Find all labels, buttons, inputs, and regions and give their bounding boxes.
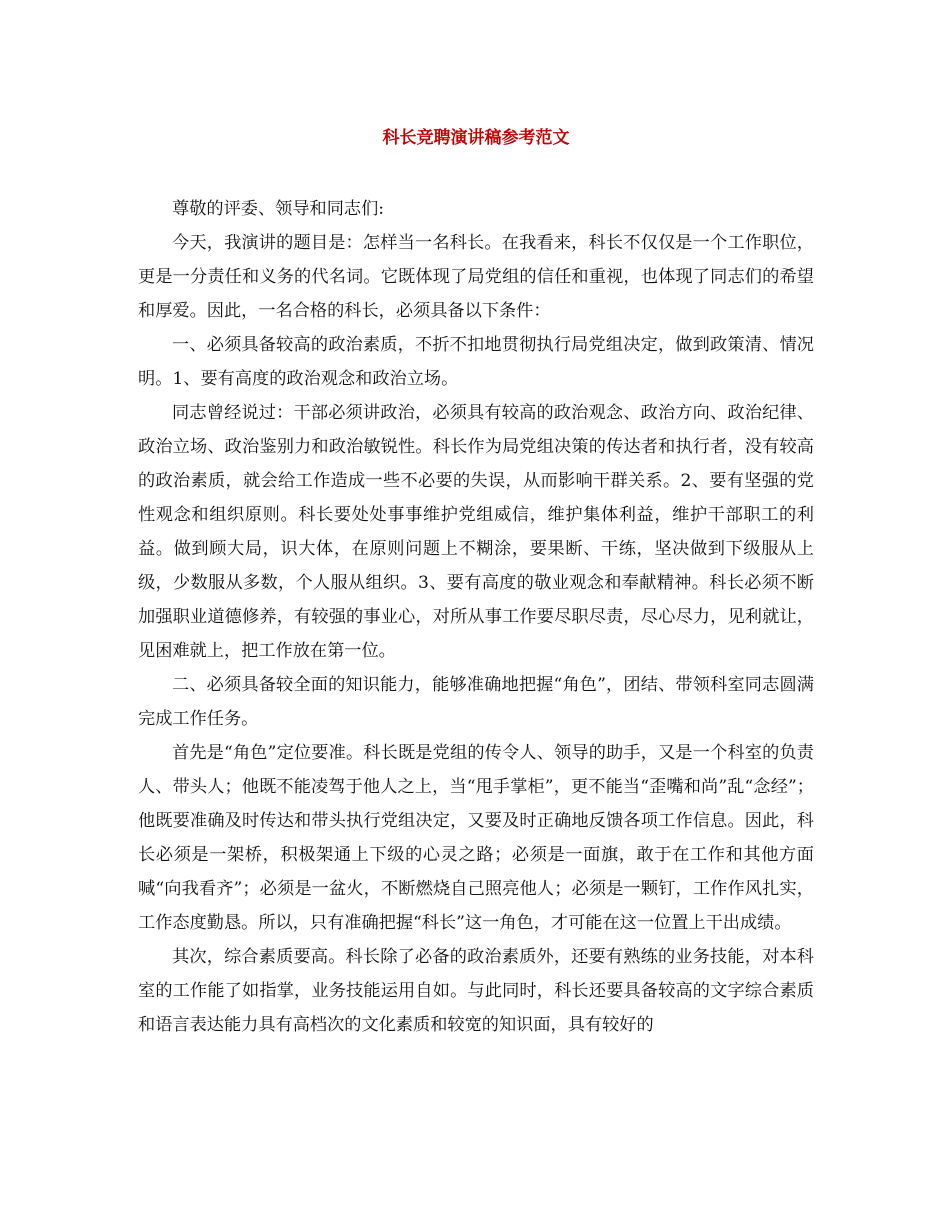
paragraph-section-one: 一、必须具备较高的政治素质，不折不扣地贯彻执行局党组决定，做到政策清、情况明。1、要有高度的政治观念和政治立场。 <box>138 335 814 389</box>
paragraph-section-two: 二、必须具备较全面的知识能力，能够准确地把握“角色”，团结、带领科室同志圆满完成工作任务。 <box>138 675 814 729</box>
paragraph-intro: 今天，我演讲的题目是：怎样当一名科长。在我看来，科长不仅仅是一个工作职位，更是一分责任和义务的代名词。它既体现了局党组的信任和重视，也体现了同志们的希望和厚爱。因此，一名合格的科长，必须具备以下条件： <box>138 233 814 321</box>
paragraph-political-quality: 同志曾经说过：干部必须讲政治，必须具有较高的政治观念、政治方向、政治纪律、政治立场、政治鉴别力和政治敏锐性。科长作为局党组决策的传达者和执行者，没有较高的政治素质，就会给工作造成一些不必要的失误，从而影响干群关系。2、要有坚强的党性观念和组织原则。科长要处处事事维护党组威信，维护集体利益，维护干部职工的利益。做到顾大局，识大体，在原则问题上不糊涂，要果断、干练，坚决做到下级服从上级，少数服从多数，个人服从组织。3、要有高度的敬业观念和奉献精神。科长必须不断加强职业道德修养，有较强的事业心，对所从事工作要尽职尽责，尽心尽力，见利就让，见困难就上，把工作放在第一位。 <box>138 403 814 661</box>
paragraph-overall-quality: 其次，综合素质要高。科长除了必备的政治素质外，还要有熟练的业务技能，对本科室的工作能了如指掌，业务技能运用自如。与此同时，科长还要具备较高的文字综合素质和语言表达能力具有高档次的文化素质和较宽的知识面，具有较好的 <box>138 947 814 1035</box>
document-title: 科长竞聘演讲稿参考范文 <box>382 128 570 148</box>
paragraph-salutation: 尊敬的评委、领导和同志们: <box>172 199 385 219</box>
document-body <box>138 192 814 1042</box>
paragraph-role-positioning: 首先是“角色”定位要准。科长既是党组的传令人、领导的助手，又是一个科室的负责人、带头人；他既不能凌驾于他人之上，当“甩手掌柜”，更不能当“歪嘴和尚”乱“念经”；他既要准确及时传达和带头执行党组决定，又要及时正确地反馈各项工作信息。因此，科长必须是一架桥，积极架通上下级的心灵之路；必须是一面旗，敢于在工作和其他方面喊“向我看齐”；必须是一盆火，不断燃烧自己照亮他人；必须是一颗钉，工作作风扎实，工作态度勤恳。所以，只有准确把握“科长”这一角色，才可能在这一位置上干出成绩。 <box>138 743 814 933</box>
document-page <box>138 0 814 1230</box>
